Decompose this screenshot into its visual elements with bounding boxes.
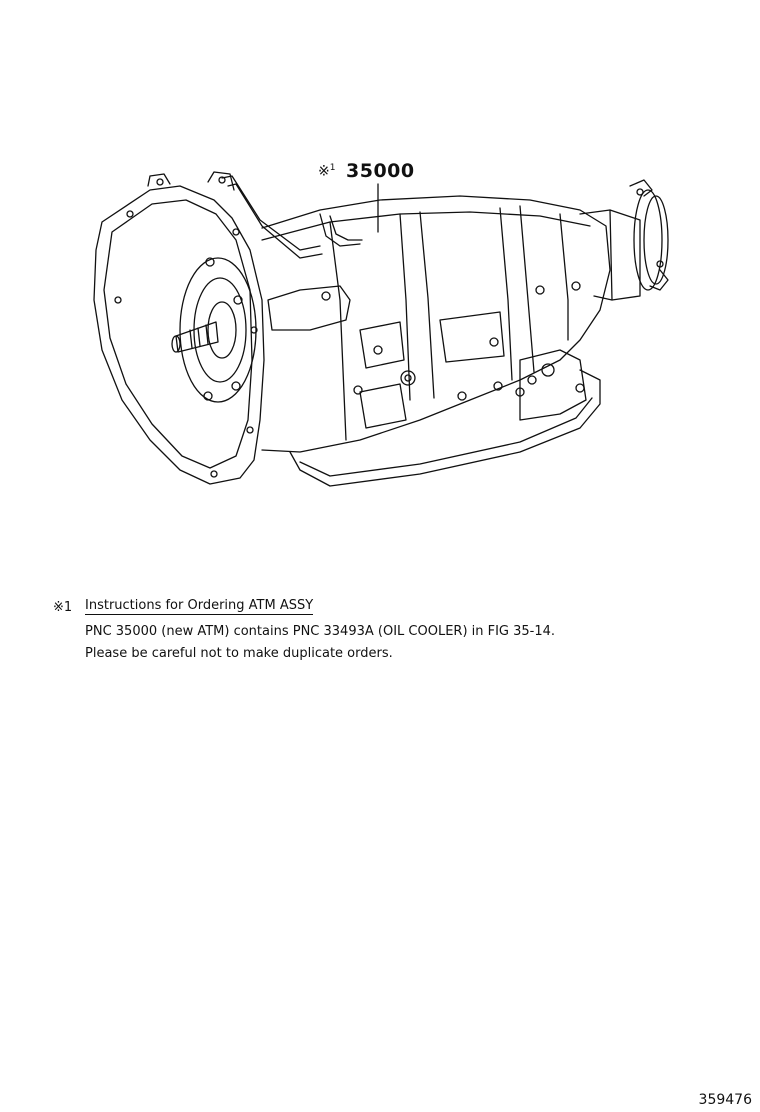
main-case — [262, 196, 610, 452]
output-flange — [634, 190, 662, 290]
note-line-2: Please be careful not to make duplicate orders. — [85, 646, 393, 661]
note-line-1: PNC 35000 (new ATM) contains PNC 33493A (OIL COOLER) in FIG 35-14. — [85, 624, 556, 639]
note-title: Instructions for Ordering ATM ASSY — [85, 598, 314, 613]
note-mark: ※1 — [53, 600, 73, 615]
cooler-pipe — [222, 176, 320, 250]
callout-note-mark — [318, 163, 335, 180]
part-number-label: 35000 — [346, 160, 415, 182]
callout-mark-symbol: ※ — [318, 163, 330, 180]
callout-mark-index: 1 — [329, 163, 336, 173]
figure-number: 359476 — [698, 1092, 752, 1108]
